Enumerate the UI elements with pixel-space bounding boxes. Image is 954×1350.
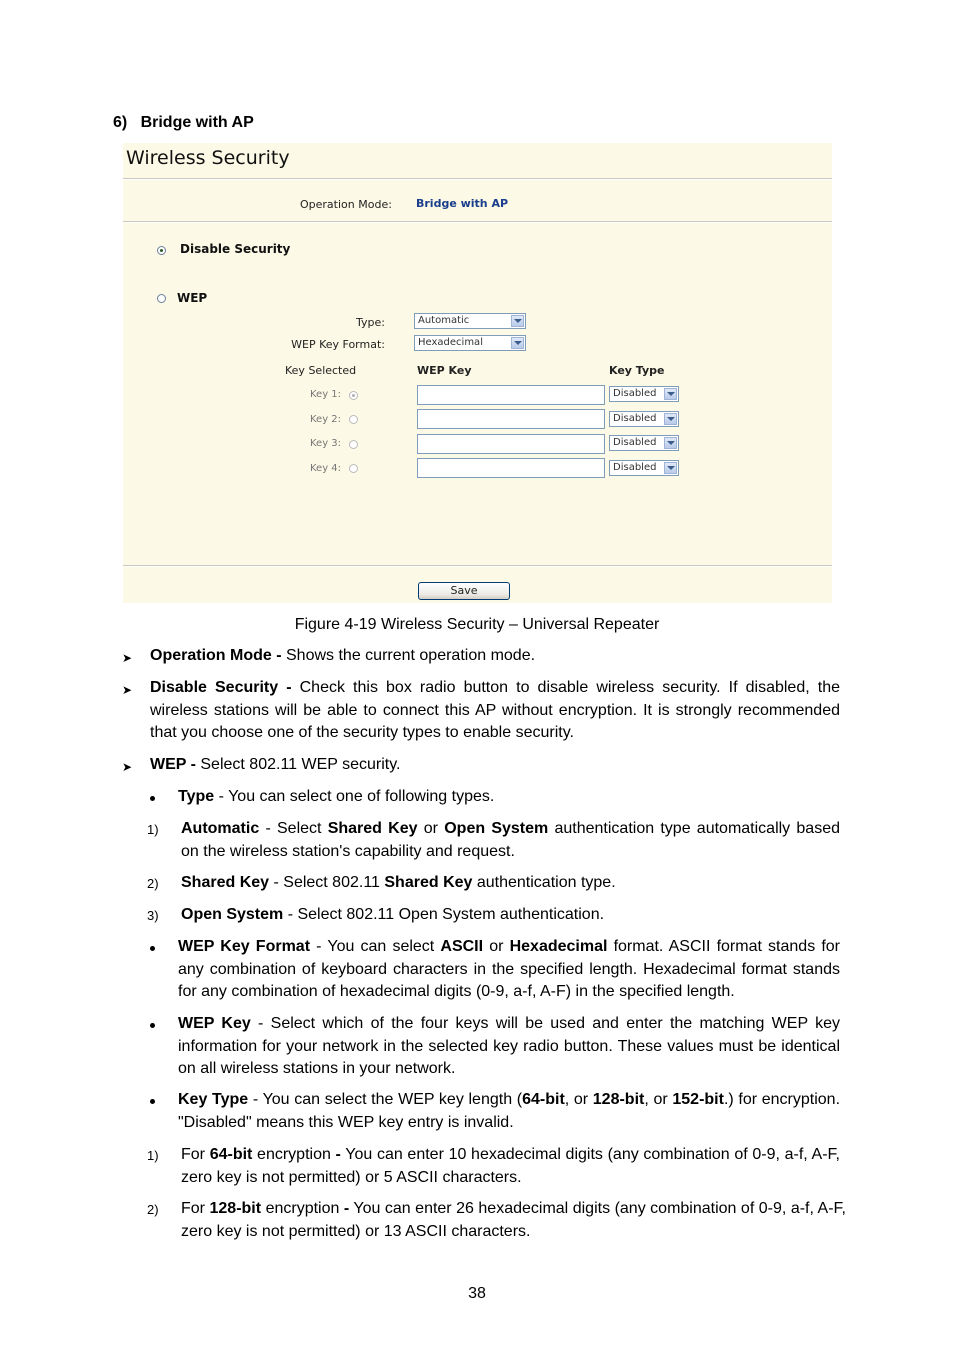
- divider: [123, 221, 832, 223]
- key-4-input[interactable]: [417, 458, 605, 478]
- list-number: 3): [147, 908, 159, 923]
- key-3-type-value: Disabled: [613, 437, 657, 448]
- chevron-down-icon: [511, 337, 524, 349]
- operation-mode-desc: Operation Mode - Shows the current operation mode.: [150, 647, 536, 664]
- bullet-icon: [150, 1099, 155, 1104]
- shared-key-desc: Shared Key - Select 802.11 Shared Key authentication type.: [181, 874, 616, 891]
- wep-key-format-desc: WEP Key Format - You can select ASCII or Hexadecimal format. ASCII format stands for any combination of keyboard characters in the specified length. Hexadecimal format stands for any combination of hexadecimal digits (0-9, a-f, A-F) in the specified length.: [178, 938, 841, 1000]
- bullet-icon: [150, 1023, 155, 1028]
- divider: [123, 178, 832, 180]
- type-select[interactable]: [414, 313, 526, 329]
- key-4-type-select[interactable]: [609, 460, 679, 476]
- arrow-bullet-icon: ➤: [122, 760, 133, 774]
- 64-bit-desc: For 64-bit encryption - You can enter 10 hexadecimal digits (any combination of 0-9, a-f, A-F, zero key is not permitted) or 5 ASCII characters.: [181, 1146, 840, 1186]
- key-2-radio[interactable]: [349, 415, 358, 424]
- disable-security-desc: Disable Security - Check this box radio button to disable wireless security. If disabled, the wireless stations will be able to connect this AP without encryption. It is strongly recommended that you choose one of the security types to enable security.: [150, 679, 840, 741]
- key-4-radio[interactable]: [349, 464, 358, 473]
- chevron-down-icon: [664, 462, 677, 474]
- operation-mode-value: Bridge with AP: [416, 197, 509, 210]
- key-type-desc: Key Type - You can select the WEP key length (64-bit, or 128-bit, or 152-bit.) for encryption. "Disabled" means this WEP key entry is invalid.: [178, 1091, 841, 1131]
- open-system-desc: Open System - Select 802.11 Open System authentication.: [181, 906, 605, 923]
- page-number: 38: [468, 1285, 486, 1302]
- key-1-input[interactable]: [417, 385, 605, 405]
- key-3-label: Key 3:: [310, 438, 342, 449]
- wep-key-format-select[interactable]: [414, 335, 526, 351]
- divider: [123, 565, 832, 567]
- chevron-down-icon: [664, 413, 677, 425]
- disable-security-label: Disable Security: [180, 242, 291, 256]
- chevron-down-icon: [664, 388, 677, 400]
- arrow-bullet-icon: ➤: [122, 651, 133, 665]
- list-number: 1): [147, 822, 159, 837]
- section-title: 6) Bridge with AP: [113, 114, 254, 131]
- key-2-input[interactable]: [417, 409, 605, 429]
- bullet-icon: [150, 796, 155, 801]
- chevron-down-icon: [511, 315, 524, 327]
- automatic-desc: Automatic - Select Shared Key or Open System authentication type automatically based on the wireless station's capability and request.: [181, 820, 841, 860]
- key-3-input[interactable]: [417, 434, 605, 454]
- col-wep-key: WEP Key: [417, 364, 472, 377]
- type-label: Type:: [356, 316, 385, 329]
- wep-key-desc: WEP Key - Select which of the four keys will be used and enter the matching WEP key information for your network in the selected key radio button. These values must be identical on all wireless stations in your network.: [178, 1015, 840, 1077]
- key-1-radio[interactable]: [349, 391, 358, 400]
- type-select-value: Automatic: [418, 315, 470, 326]
- key-1-type-select[interactable]: [609, 386, 679, 402]
- wep-desc: WEP - Select 802.11 WEP security.: [150, 756, 401, 773]
- col-key-selected: Key Selected: [285, 364, 357, 377]
- key-4-label: Key 4:: [310, 463, 342, 474]
- key-1-label: Key 1:: [310, 389, 342, 400]
- key-2-type-select[interactable]: [609, 411, 679, 427]
- key-2-label: Key 2:: [310, 414, 342, 425]
- panel-title: Wireless Security: [126, 147, 290, 169]
- chevron-down-icon: [664, 437, 677, 449]
- col-key-type: Key Type: [609, 364, 665, 377]
- save-button[interactable]: Save: [418, 582, 510, 600]
- key-1-type-value: Disabled: [613, 388, 657, 399]
- wep-key-format-value: Hexadecimal: [418, 337, 483, 348]
- figure-caption: Figure 4-19 Wireless Security – Universal Repeater: [294, 616, 660, 633]
- list-number: 2): [147, 876, 159, 891]
- wep-label: WEP: [177, 291, 208, 305]
- key-4-type-value: Disabled: [613, 462, 657, 473]
- 128-bit-desc: For 128-bit encryption - You can enter 26 hexadecimal digits (any combination of 0-9, a-f, A-F, zero key is not permitted) or 13 ASCII characters.: [181, 1200, 846, 1240]
- wep-key-format-label: WEP Key Format:: [291, 338, 385, 351]
- type-desc: Type - You can select one of following types.: [178, 788, 495, 805]
- wep-radio[interactable]: [157, 294, 166, 303]
- list-number: 1): [147, 1148, 159, 1163]
- key-2-type-value: Disabled: [613, 413, 657, 424]
- operation-mode-label: Operation Mode:: [300, 198, 392, 211]
- key-3-type-select[interactable]: [609, 435, 679, 451]
- arrow-bullet-icon: ➤: [122, 683, 133, 697]
- key-3-radio[interactable]: [349, 440, 358, 449]
- list-number: 2): [147, 1202, 159, 1217]
- wireless-security-panel: [123, 143, 832, 603]
- bullet-icon: [150, 946, 155, 951]
- disable-security-radio[interactable]: [157, 246, 166, 255]
